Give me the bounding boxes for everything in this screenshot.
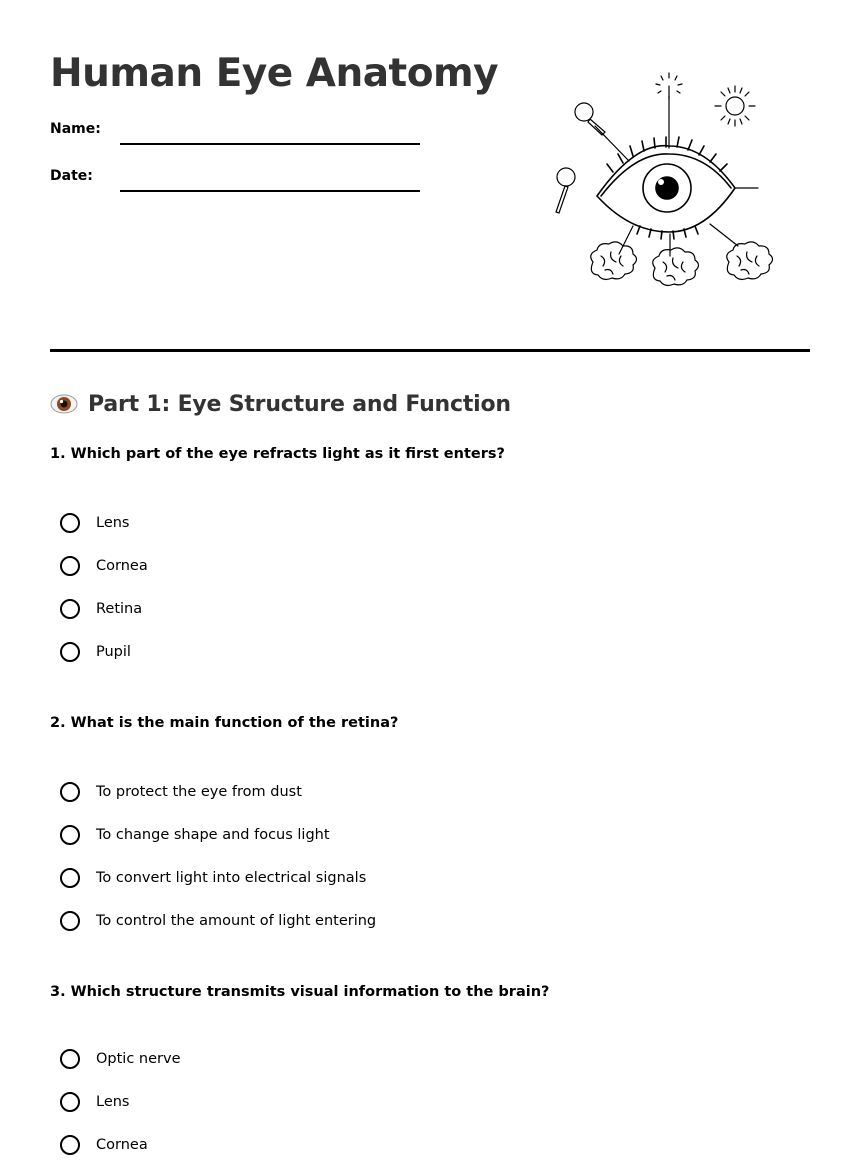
question-1 — [50, 444, 810, 664]
answer-option[interactable] — [60, 596, 142, 622]
connector-line — [595, 126, 629, 161]
section-title: Part 1: Eye Structure and Function — [88, 391, 511, 417]
option-label: To convert light into electrical signals — [96, 870, 367, 886]
option-label: Lens — [96, 515, 130, 531]
option-label: To protect the eye from dust — [96, 784, 302, 800]
name-field-row — [50, 116, 430, 142]
radio-button[interactable] — [60, 556, 80, 576]
answer-option[interactable] — [60, 1046, 181, 1072]
option-label: To change shape and focus light — [96, 827, 330, 843]
question-3 — [50, 982, 810, 1160]
radio-button[interactable] — [60, 513, 80, 533]
radio-button[interactable] — [60, 868, 80, 888]
question-text: 3. Which structure transmits visual information to the brain? — [50, 984, 550, 1000]
answer-option[interactable] — [60, 865, 366, 891]
question-text: 1. Which part of the eye refracts light as it first enters? — [50, 446, 505, 462]
radio-button[interactable] — [60, 825, 80, 845]
radio-button[interactable] — [60, 782, 80, 802]
answer-option[interactable] — [60, 639, 131, 665]
section-divider — [50, 349, 810, 352]
page-title: Human Eye Anatomy — [50, 51, 499, 96]
magnifying-glass-icon — [556, 168, 575, 213]
radio-button[interactable] — [60, 642, 80, 662]
connector-line — [710, 224, 738, 246]
radio-button[interactable] — [60, 599, 80, 619]
brain-icon — [653, 248, 699, 286]
brain-icon — [591, 242, 637, 280]
date-field[interactable] — [120, 190, 420, 192]
connector-line — [619, 226, 633, 254]
answer-option[interactable] — [60, 1089, 130, 1115]
radio-button[interactable] — [60, 911, 80, 931]
radio-button[interactable] — [60, 1092, 80, 1112]
option-label: Pupil — [96, 644, 131, 660]
brain-icon — [727, 242, 773, 280]
question-2 — [50, 713, 810, 933]
eye-anatomy-illustration — [545, 66, 780, 301]
option-label: Cornea — [96, 1137, 148, 1153]
eye-icon — [597, 137, 735, 239]
name-label: Name: — [50, 121, 101, 137]
date-field-row — [50, 163, 430, 189]
option-label: Cornea — [96, 558, 148, 574]
option-label: Retina — [96, 601, 143, 617]
option-label: Lens — [96, 1094, 130, 1110]
radio-button[interactable] — [60, 1049, 80, 1069]
radio-button[interactable] — [60, 1135, 80, 1155]
answer-option[interactable] — [60, 822, 330, 848]
option-label: Optic nerve — [96, 1051, 181, 1067]
section-heading — [50, 388, 511, 420]
sun-icon — [715, 86, 755, 126]
answer-option[interactable] — [60, 510, 130, 536]
date-label: Date: — [50, 168, 93, 184]
answer-option[interactable] — [60, 553, 148, 579]
eye-emoji-icon — [50, 390, 78, 418]
answer-option[interactable] — [60, 779, 302, 805]
question-text: 2. What is the main function of the retina? — [50, 715, 399, 731]
magnifying-glass-icon — [575, 103, 605, 135]
name-field[interactable] — [120, 143, 420, 145]
answer-option[interactable] — [60, 1132, 148, 1158]
answer-option[interactable] — [60, 908, 376, 934]
option-label: To control the amount of light entering — [96, 913, 377, 929]
